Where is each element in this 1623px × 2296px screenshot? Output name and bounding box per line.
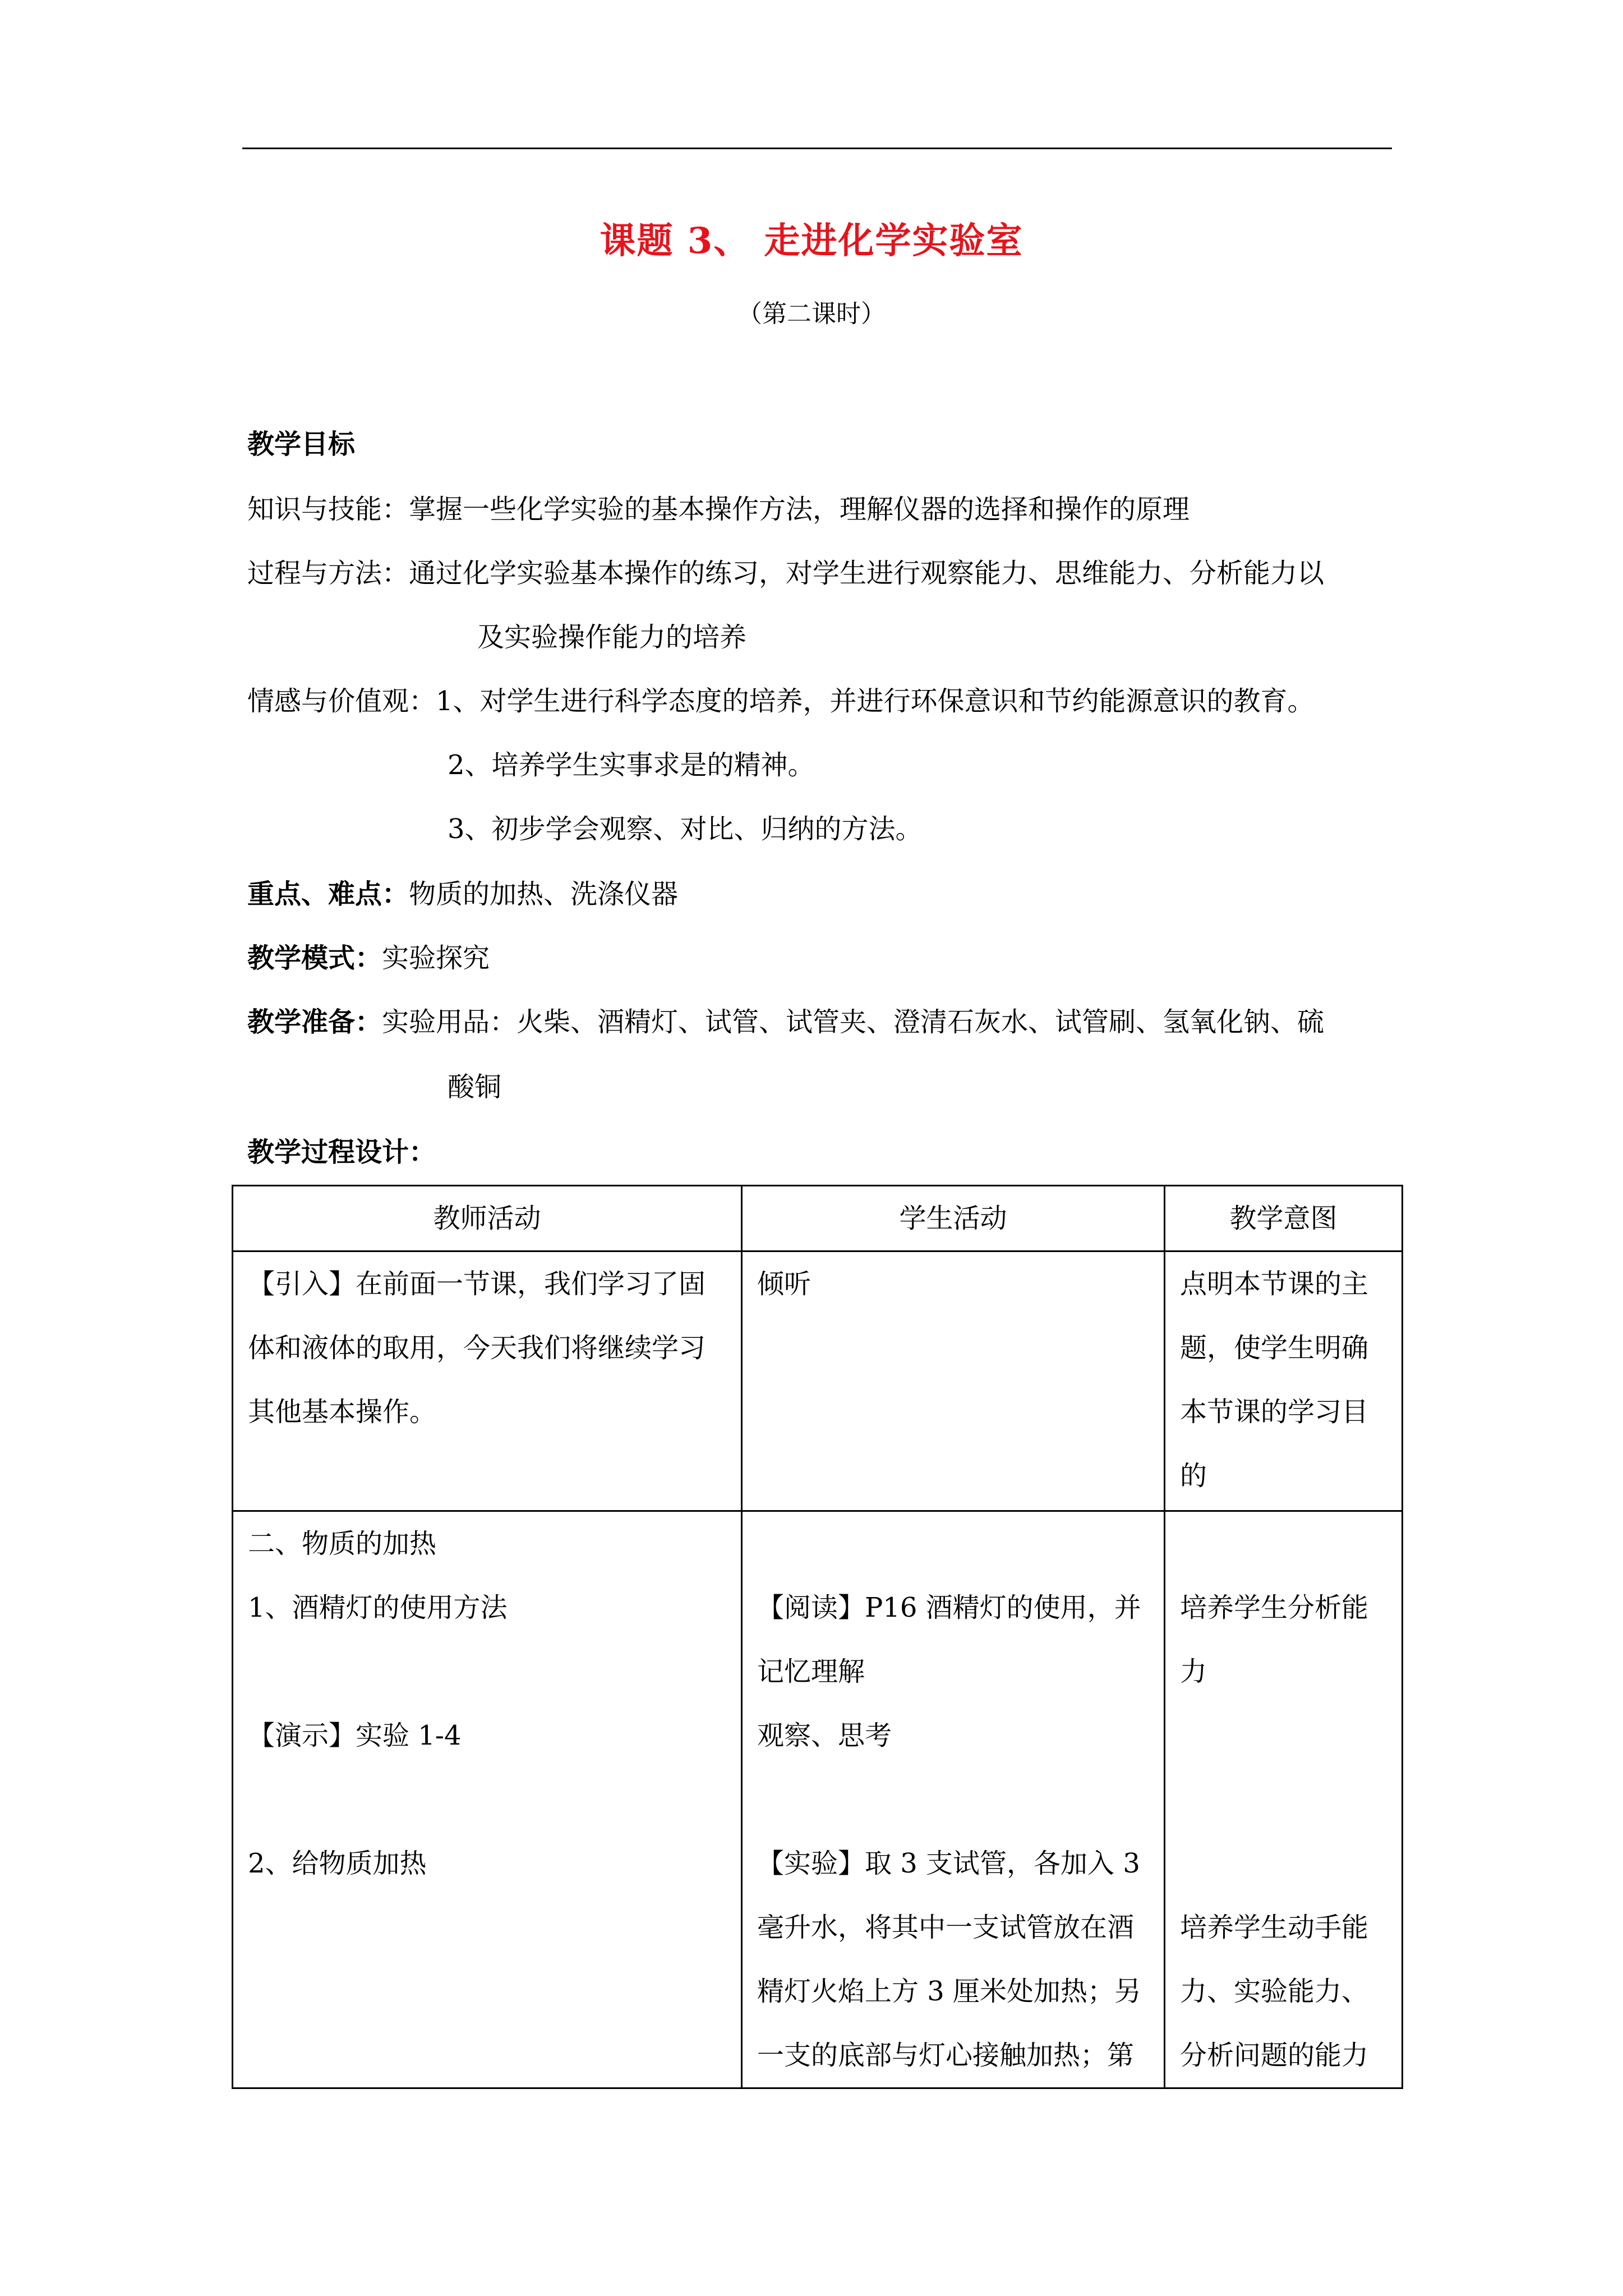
- objectives-heading: 教学目标: [247, 429, 356, 460]
- row2-intent-cell: [1165, 1511, 1403, 2088]
- row1-teacher-line: 其他基本操作。: [248, 1396, 437, 1428]
- row1-intent-line: 本节课的学习目: [1180, 1396, 1369, 1428]
- row1-student-line: 倾听: [757, 1268, 811, 1300]
- row2-teacher-line: 【演示】实验 1-4: [248, 1720, 462, 1751]
- row2-intent-line: 分析问题的能力: [1180, 2040, 1369, 2071]
- row2-intent-line: 力、实验能力、: [1180, 1976, 1369, 2007]
- row2-student-line: 精灯火焰上方 3 厘米处加热；另: [757, 1976, 1142, 2007]
- row2-intent-line: 培养学生动手能: [1180, 1912, 1369, 1943]
- teaching-mode-label: 教学模式：: [247, 942, 382, 974]
- objective-knowledge: 知识与技能：掌握一些化学实验的基本操作方法，理解仪器的选择和操作的原理: [247, 494, 1190, 525]
- row2-intent-line: 力: [1180, 1656, 1207, 1687]
- row1-teacher-cell: [233, 1251, 742, 1511]
- row1-teacher-line: 【引入】在前面一节课，我们学习了固: [248, 1268, 706, 1300]
- preparation-value-line1: 实验用品：火柴、酒精灯、试管、试管夹、澄清石灰水、试管刷、氢氧化钠、硫: [382, 1006, 1325, 1038]
- row2-student-cell: [742, 1511, 1165, 2088]
- row1-intent-line: 题，使学生明确: [1180, 1332, 1369, 1364]
- objective-emotion-2: 2、培养学生实事求是的精神。: [448, 749, 815, 781]
- lesson-title: 课题 3、 走进化学实验室: [600, 220, 1023, 262]
- table-row: [233, 1511, 1403, 2088]
- row2-intent-line: 培养学生分析能: [1180, 1592, 1369, 1623]
- row2-student-line: 毫升水，将其中一支试管放在酒: [757, 1912, 1135, 1943]
- lesson-plan-table: [232, 1185, 1403, 2089]
- row2-teacher-line: 1、酒精灯的使用方法: [248, 1592, 508, 1623]
- objective-process-line2: 及实验操作能力的培养: [477, 622, 747, 653]
- table-header-row: [233, 1186, 1403, 1251]
- lesson-subtitle: （第二课时）: [737, 300, 886, 328]
- row2-teacher-line: 2、给物质加热: [248, 1848, 427, 1879]
- row2-student-line: 一支的底部与灯心接触加热；第: [757, 2040, 1135, 2071]
- row2-teacher-line: 二、物质的加热: [248, 1528, 437, 1559]
- preparation: [247, 1004, 1324, 1040]
- table-row: [233, 1251, 1403, 1511]
- teaching-mode: [247, 940, 490, 976]
- key-points-value: 物质的加热、洗涤仪器: [409, 878, 679, 910]
- row1-intent-line: 的: [1180, 1460, 1207, 1492]
- row2-student-line: 观察、思考: [757, 1720, 892, 1751]
- header-rule: [242, 148, 1392, 149]
- objective-emotion-3: 3、初步学会观察、对比、归纳的方法。: [448, 813, 923, 845]
- row1-intent-line: 点明本节课的主: [1180, 1268, 1369, 1300]
- row2-student-line: 【实验】取 3 支试管，各加入 3: [757, 1848, 1140, 1879]
- header-teaching-intent: 教学意图: [1165, 1186, 1403, 1251]
- row1-student-cell: [742, 1251, 1165, 1511]
- preparation-value-line2: 酸铜: [448, 1071, 502, 1103]
- header-teacher-activity: 教师活动: [233, 1186, 742, 1251]
- row1-teacher-line: 体和液体的取用，今天我们将继续学习: [248, 1332, 706, 1364]
- row1-intent-cell: [1165, 1251, 1403, 1511]
- objective-emotion-1: 情感与价值观：1、对学生进行科学态度的培养，并进行环保意识和节约能源意识的教育。: [247, 685, 1315, 717]
- row2-student-line: 【阅读】P16 酒精灯的使用，并: [757, 1592, 1141, 1623]
- preparation-label: 教学准备：: [247, 1006, 382, 1038]
- objective-process-line1: 过程与方法：通过化学实验基本操作的练习，对学生进行观察能力、思维能力、分析能力以: [247, 558, 1325, 589]
- teaching-mode-value: 实验探究: [382, 942, 490, 974]
- row2-teacher-cell: [233, 1511, 742, 2088]
- header-student-activity: 学生活动: [742, 1186, 1165, 1251]
- row2-student-line: 记忆理解: [757, 1656, 865, 1687]
- key-points-label: 重点、难点：: [247, 878, 409, 910]
- key-points: [247, 876, 678, 912]
- process-heading: 教学过程设计：: [247, 1137, 436, 1168]
